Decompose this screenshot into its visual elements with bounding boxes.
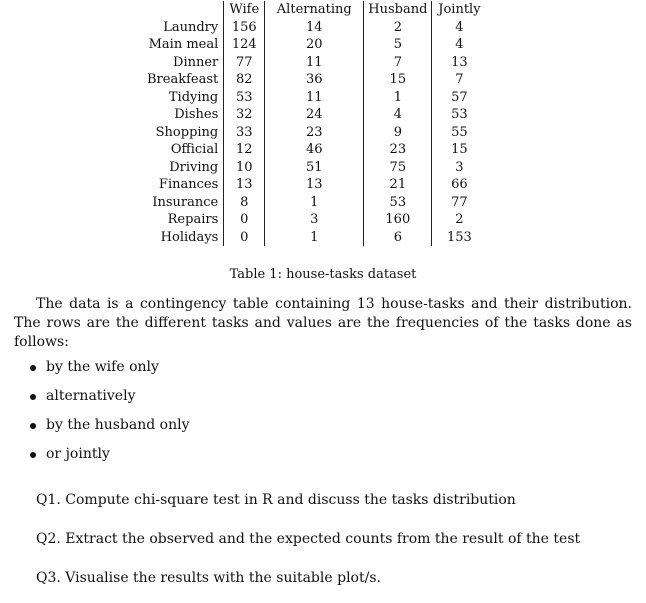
cell-wife: 82	[224, 71, 265, 89]
table-row	[143, 19, 486, 37]
cell-husband: 5	[364, 36, 432, 54]
cell-jointly: 57	[432, 89, 487, 107]
table-header-row	[143, 1, 486, 19]
cell-wife: 32	[224, 106, 265, 124]
list-item-text: by the wife only	[46, 359, 159, 375]
bullet-icon	[30, 365, 36, 371]
description-paragraph: The data is a contingency table containing 13 house-tasks and their distribution. The rows are the different tasks and values are the frequencies of the tasks done as follows:	[14, 296, 632, 350]
house-tasks-table	[143, 1, 486, 246]
cell-wife: 10	[224, 159, 265, 177]
table-row	[143, 89, 486, 107]
table-row	[143, 54, 486, 72]
cell-wife: 0	[224, 211, 265, 229]
row-label: Shopping	[155, 124, 219, 140]
table-row	[143, 141, 486, 159]
row-label: Driving	[169, 159, 219, 175]
cell-alternating: 24	[265, 106, 364, 124]
list-item-text: alternatively	[46, 388, 136, 404]
cell-alternating: 46	[265, 141, 364, 159]
row-label: Repairs	[167, 212, 219, 227]
table-row	[143, 36, 486, 54]
list-item	[30, 358, 190, 387]
cell-husband: 6	[364, 229, 432, 247]
cell-husband: 4	[364, 106, 432, 124]
table-row	[143, 124, 486, 142]
list-item	[30, 445, 190, 474]
cell-husband: 7	[364, 54, 432, 72]
cell-husband: 75	[364, 159, 432, 177]
row-label: Dishes	[174, 107, 219, 122]
table-row	[143, 194, 486, 212]
cell-husband: 15	[364, 71, 432, 89]
header-task-corner	[143, 1, 224, 19]
table-row	[143, 211, 486, 229]
header-jointly: Jointly	[432, 1, 487, 19]
cell-jointly: 15	[432, 141, 487, 159]
list-item	[30, 416, 190, 445]
cell-alternating: 36	[265, 71, 364, 89]
row-label: Insurance	[152, 194, 219, 210]
cell-jointly: 2	[432, 211, 487, 229]
cell-husband: 2	[364, 19, 432, 37]
cell-alternating: 11	[265, 89, 364, 107]
cell-wife: 77	[224, 54, 265, 72]
cell-husband: 23	[364, 141, 432, 159]
cell-wife: 156	[224, 19, 265, 37]
bullet-icon	[30, 423, 36, 429]
cell-wife: 8	[224, 194, 265, 212]
cell-jointly: 7	[432, 71, 487, 89]
cell-wife: 53	[224, 89, 265, 107]
cell-jointly: 4	[432, 36, 487, 54]
row-label: Holidays	[160, 229, 219, 245]
cell-wife: 12	[224, 141, 265, 159]
cell-jointly: 53	[432, 106, 487, 124]
bullet-icon	[30, 394, 36, 400]
list-item	[30, 387, 190, 416]
question-2: Q2. Extract the observed and the expected counts from the result of the test	[36, 531, 581, 547]
table-row	[143, 71, 486, 89]
table-row	[143, 106, 486, 124]
cell-alternating: 1	[265, 194, 364, 212]
cell-alternating: 13	[265, 176, 364, 194]
cell-alternating: 3	[265, 211, 364, 229]
row-label: Dinner	[173, 54, 219, 70]
cell-wife: 124	[224, 36, 265, 54]
cell-alternating: 11	[265, 54, 364, 72]
cell-husband: 9	[364, 124, 432, 142]
question-3: Q3. Visualise the results with the suitable plot/s.	[36, 570, 381, 586]
header-alternating: Alternating	[265, 1, 364, 19]
question-1: Q1. Compute chi-square test in R and discuss the tasks distribution	[36, 492, 516, 508]
table-row	[143, 159, 486, 177]
cell-wife: 13	[224, 176, 265, 194]
cell-jointly: 66	[432, 176, 487, 194]
cell-jointly: 13	[432, 54, 487, 72]
table-caption: Table 1: house-tasks dataset	[229, 267, 417, 282]
cell-wife: 0	[224, 229, 265, 247]
cell-husband: 53	[364, 194, 432, 212]
cell-jointly: 3	[432, 159, 487, 177]
cell-wife: 33	[224, 124, 265, 142]
cell-alternating: 51	[265, 159, 364, 177]
row-label: Breakfeast	[147, 72, 219, 87]
cell-alternating: 1	[265, 229, 364, 247]
row-label: Main meal	[148, 37, 219, 52]
header-wife: Wife	[224, 1, 265, 19]
list-item-text: by the husband only	[46, 417, 190, 433]
cell-alternating: 20	[265, 36, 364, 54]
cell-husband: 1	[364, 89, 432, 107]
row-label: Laundry	[163, 19, 219, 35]
table-row	[143, 176, 486, 194]
cell-jointly: 4	[432, 19, 487, 37]
header-husband: Husband	[364, 1, 432, 19]
cell-jointly: 153	[432, 229, 487, 247]
row-label: Tidying	[168, 89, 219, 105]
row-label: Finances	[158, 177, 219, 192]
cell-husband: 21	[364, 176, 432, 194]
list-item-text: or jointly	[46, 446, 110, 462]
cell-jointly: 77	[432, 194, 487, 212]
cell-husband: 160	[364, 211, 432, 229]
bullet-icon	[30, 452, 36, 458]
bullet-list	[30, 358, 190, 474]
table-row	[143, 229, 486, 247]
cell-alternating: 14	[265, 19, 364, 37]
cell-jointly: 55	[432, 124, 487, 142]
row-label: Official	[170, 142, 219, 157]
cell-alternating: 23	[265, 124, 364, 142]
